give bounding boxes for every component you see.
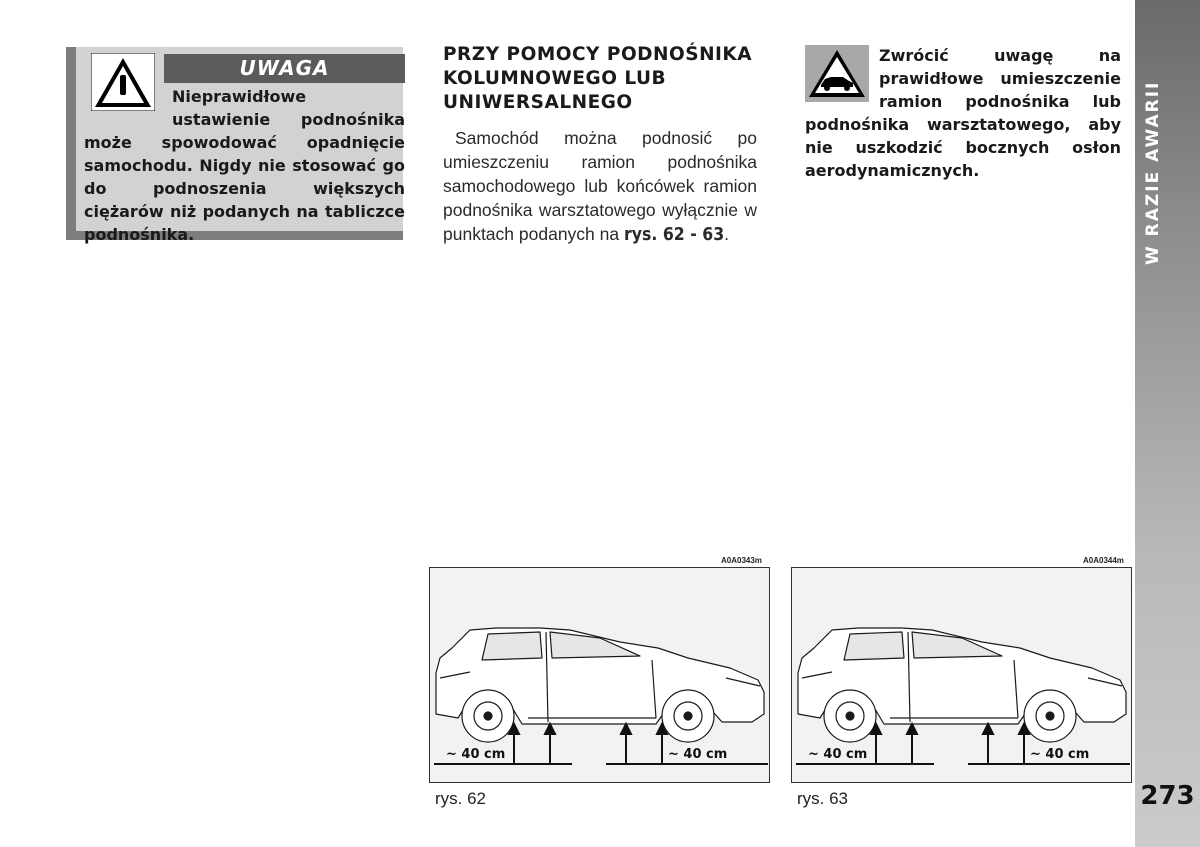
section-body-text: Samochód można podnosić po umieszczeniu ramion podnośnika samochodowego lub końcówek ramion podnośnika warsztatowego wyłącznie w punktach podanych na — [443, 128, 757, 244]
figure-63 — [791, 567, 1132, 783]
warning-text: Nieprawidłowe ustawienie podnośnika może spowodować opadnięcie samochodu. Nigdy nie stosować go do podnoszenia większych ciężarów niż podanych na tabliczce podnośnika. — [84, 87, 405, 244]
note-text: Zwrócić uwagę na prawidłowe umieszczenie ramion podnośnika lub podnośnika warsztatowego, aby nie uszkodzić bocznych osłon aerodynamicznych. — [805, 46, 1121, 180]
car-lift-points-illustration — [430, 568, 771, 784]
dimension-label-left: ~ 40 cm — [808, 747, 868, 762]
figure-62 — [429, 567, 770, 783]
dimension-label-left: ~ 40 cm — [446, 747, 506, 762]
dimension-label-right: ~ 40 cm — [1030, 747, 1090, 762]
section-title: PRZY POMOCY PODNOŚNIKA KOLUMNOWEGO LUB UNIWERSALNEGO — [443, 44, 753, 113]
side-tab-label — [1143, 217, 1163, 265]
figure-reference: rys. 62 - 63 — [623, 225, 725, 245]
car-lift-points-illustration — [792, 568, 1133, 784]
wheel-rear — [824, 690, 876, 742]
dimension-label-right: ~ 40 cm — [668, 747, 728, 762]
warning-box — [66, 47, 405, 244]
wheel-rear — [462, 690, 514, 742]
figure-code: A0A0343m — [721, 556, 762, 565]
section-body — [443, 126, 757, 247]
wheel-front — [662, 690, 714, 742]
page-number: 273 — [1140, 781, 1195, 811]
figure-code: A0A0344m — [1083, 556, 1124, 565]
wheel-front — [1024, 690, 1076, 742]
section-body-end: . — [724, 224, 730, 244]
warning-title: UWAGA — [164, 54, 405, 83]
figure-caption: rys. 62 — [435, 789, 487, 808]
figure-caption: rys. 63 — [797, 789, 849, 808]
